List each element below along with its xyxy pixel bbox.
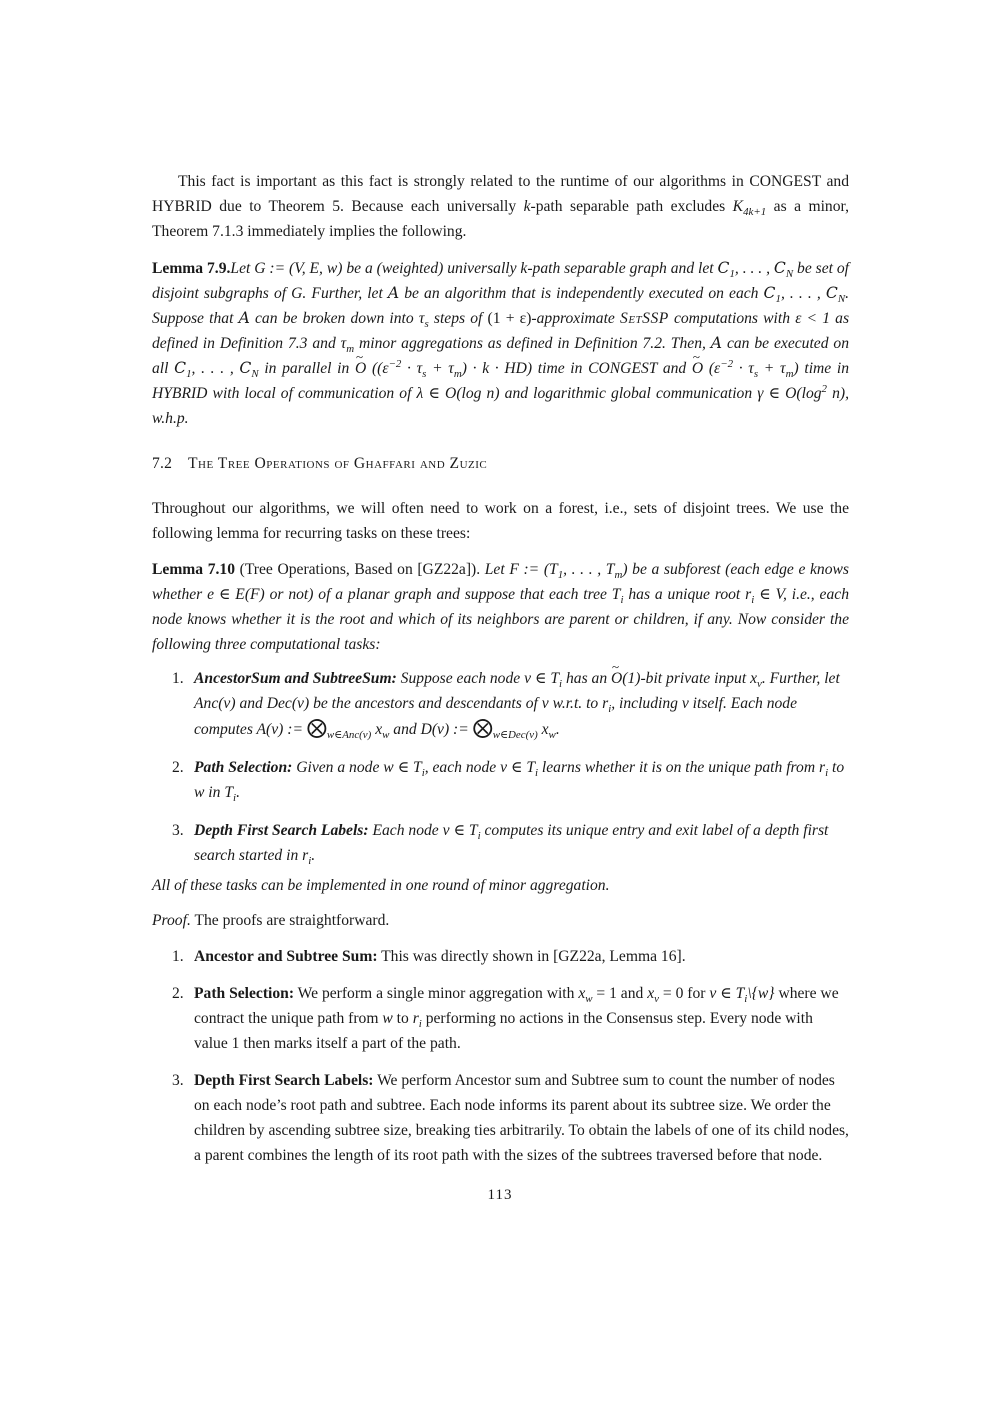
section-title: The Tree Operations of Ghaffari and Zuzic — [188, 455, 488, 472]
lemma-7-10: Lemma 7.10 (Tree Operations, Based on [GZ22a]). Let F := ($T_1$, . . . , $T_m$) be a subforest (each edge e knows whether e ∈ E(F) or not) of a planar graph and suppose that each tree $T_i$ has a unique root $r_i$ ∈ V, i.e., each node knows whether it is the root and which of its neighbors are parent or children, if any. Now consider the following three computational tasks: — [152, 561, 849, 653]
section-number: 7.2 — [152, 455, 173, 472]
proof-paragraph: Proof. The proofs are straightforward. — [152, 912, 390, 929]
section-heading — [152, 455, 487, 473]
task-item: 2. Path Selection: Given a node w ∈ $T_i$, each node v ∈ $T_i$ learns whether it is on the unique path from $r_i$ to w in $T_i$. — [172, 759, 845, 805]
proof-item: 1. Ancestor and Subtree Sum: This was directly shown in [GZ22a, Lemma 16]. — [172, 948, 686, 965]
proof-item: 3. Depth First Search Labels: We perform Ancestor sum and Subtree sum to count the number of nodes on each node’s root path and subtree. Each node informs its parent about its subtree size. We order the children by ascending subtree size, breaking ties arbitrarily. To obtain the labels of one of its child nodes, a parent combines the length of its root path with the sizes of the subtrees traversed before that node. — [172, 1072, 849, 1164]
intro-paragraph: This fact is important as this fact is strongly related to the runtime of our algorithms in CONGEST and HYBRID due to Theorem 5. Because each universally k-path separable path excludes $K_{4k+1}$ as a minor, Theorem 7.1.3 immediately implies the following. — [152, 173, 849, 240]
proof-label: Proof. — [152, 912, 191, 929]
task-item: 1. AncestorSum and SubtreeSum: Suppose each node v ∈ $T_i$ has an ~ O(1)-bit private input $x_v$. Further, let Anc(v) and Dec(v) be the ancestors and descendants of v w.r.t. to $r_i$, including v itself. Each node computes A(v) := $⨂_{w\in Anc(v)}$ $x_w$ and D(v) := $⨂_{w\in Dec(v)}$ $x_w$. — [152, 666, 849, 742]
proof-list — [152, 944, 849, 1168]
tasks-footer: All of these tasks can be implemented in one round of minor aggregation. — [152, 877, 610, 894]
page-number: 113 — [487, 1187, 513, 1203]
task-item: 3. Depth First Search Labels: Each node v ∈ $T_i$ computes its unique entry and exit label of a depth first search started in $r_i$. — [172, 822, 829, 868]
tasks-list — [152, 666, 849, 868]
forest-intro-paragraph: Throughout our algorithms, we will often need to work on a forest, i.e., sets of disjoint trees. We use the following lemma for recurring tasks on these trees: — [152, 500, 849, 542]
lemma-7-9: Lemma 7.9.Let G := (V, E, w) be a (weighted) universally k-path separable graph and let $C_1$, . . . , $C_N$ be set of disjoint subgraphs of G. Further, let A be an algorithm that is independently executed on each $C_1$, . . . , $C_N$. Suppose that A can be broken down into $\tau_s$ steps of (1 + ε)-approximate SetSSP computations with ε < 1 as defined in Definition 7.3 and $\tau_m$ minor aggregations as defined in Definition 7.2. Then, A can be executed on all $C_1$, . . . , $C_N$ in parallel in ~ O $((\varepsilon^{-2} \cdot \tau_s + \tau_m) \cdot k \cdot HD)$ time in CONGEST and ~ O $(\varepsilon^{-2} \cdot \tau_s + \tau_m)$ time in HYBRID with local of communication of λ ∈ O(log n) and logarithmic global communication γ ∈ $O(\log^2$ n), w.h.p. — [152, 256, 849, 431]
lemma-7-9-label: Lemma 7.9. — [152, 260, 231, 277]
lemma-7-10-label: Lemma 7.10 — [152, 561, 236, 578]
proof-item: 2. Path Selection: We perform a single minor aggregation with $x_w = 1$ and $x_v = 0$ for v ∈ $T_i\backslash\{w\}$ where we contract the unique path from w to $r_i$ performing no actions in the Consensus step. Every node with value 1 then marks itself a part of the path. — [172, 985, 839, 1052]
